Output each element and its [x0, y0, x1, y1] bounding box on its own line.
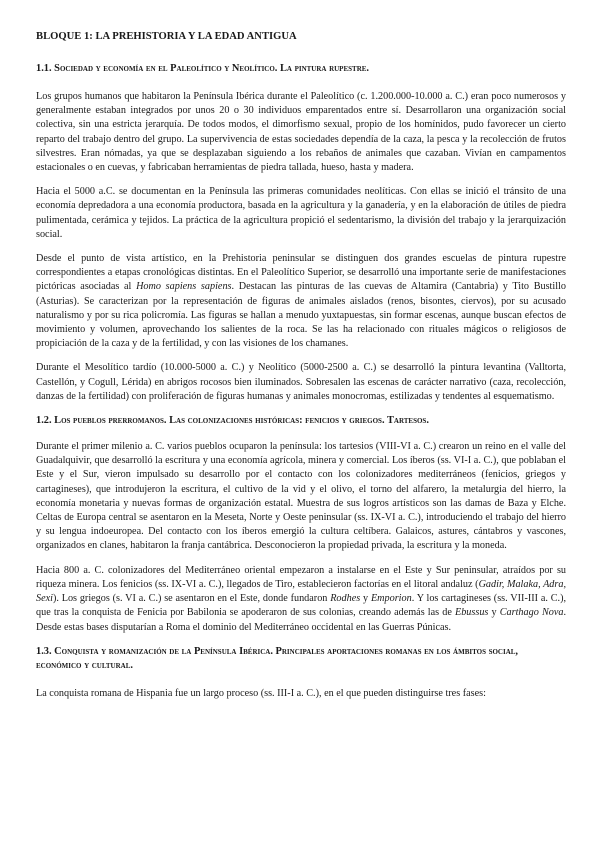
section-heading: 1.2. Los pueblos prerromanos. Las colonizaciones históricas: fenicios y griegos. Tartesos.: [36, 415, 429, 427]
paragraph: Los grupos humanos que habitaron la Península Ibérica durante el Paleolítico (c. 1.200.000-10.000 a. C.) eran poco numerosos y generalmente estaban integrados por unos 20 o 30 individuos emparentados entre sí. Desarrollaron una organización social colectiva, sin una estricta jerarquía. De todos modos, el dimorfismo sexual, propio de los homínidos, pudo favorecer un cierto reparto del trabajo dentro del grupo. La supervivencia de estas sociedades dependía de la caza, la pesca y la recolección de frutos silvestres. Eran nómadas, ya que se desplazaban siguiendo a los rebaños de animales que cazaban. Vivían en campamentos estacionales o en cuevas, y fabricaban herramientas de piedra tallada, hueso, hasta y madera.: [36, 91, 566, 174]
paragraph: Hacia 800 a. C. colonizadores del Mediterráneo oriental empezaron a instalarse en el Este y Sur peninsular, atraídos por su riqueza minera. Los fenicios (ss. IX-VI a. C.), llegados de Tiro, establecieron factorías en el litoral andaluz (Gadir, Malaka, Adra, Sexi). Los griegos (s. VI a. C.) se asentaron en el Este, donde fundaron Rodhes y Emporion. Y los cartagineses (ss. VII-III a. C.), que tras la conquista de Fenicia por Babilonia se apoderaron de sus colonias, creando además las de Ebussus y Carthago Nova. Desde estas bases disputarían a Roma el dominio del Mediterráneo occidental en las Guerras Púnicas.: [36, 564, 567, 633]
section-1-2: [36, 414, 566, 635]
italic-term: Ebussus: [454, 607, 489, 619]
paragraph: Durante el Mesolítico tardío (10.000-5000 a. C.) y Neolítico (5000-2500 a. C.) se desarrolló la pintura levantina (Valltorta, Castellón, y Cogull, Lérida) en abrigos rocosos bien iluminados. Sobresalen las escenas de carácter narrativo (caza, recolección, danzas de la fertilidad) con proliferación de figuras humanas y animales monocromas, estilizadas y tendentes al esquematismo.: [36, 362, 566, 402]
section-1-3: [36, 645, 566, 701]
italic-term: Rodhes: [330, 593, 361, 605]
paragraph: La conquista romana de Hispania fue un largo proceso (ss. III-I a. C.), en el que pueden distinguirse tres fases:: [36, 687, 486, 699]
paragraph: Hacia el 5000 a.C. se documentan en la Península las primeras comunidades neolíticas. Con ellas se inició el tránsito de una economía depredadora a una economía productora, basada en la agricultura y la ganadería, y en la elaboración de útiles de piedra pulimentada, cerámica y tejidos. La práctica de la agricultura propició el sedentarismo, la división del trabajo y la jerarquización social.: [36, 186, 566, 240]
section-heading: 1.3. Conquista y romanización de la Península Ibérica. Principales aportaciones romanas en los ámbitos social, económico y cultural.: [36, 645, 519, 671]
italic-term: Carthago Nova: [499, 607, 564, 619]
document-title: BLOQUE 1: LA PREHISTORIA Y LA EDAD ANTIGUA: [36, 31, 297, 42]
italic-term: Homo sapiens sapiens: [136, 281, 232, 293]
italic-term: Emporion: [370, 593, 412, 605]
italic-term: Gadir, Malaka, Adra, Sexi: [36, 578, 566, 605]
section-heading: 1.1. Sociedad y economía en el Paleolítico y Neolítico. La pintura rupestre.: [36, 63, 370, 74]
paragraph: Desde el punto de vista artístico, en la Prehistoria peninsular se distinguen dos grandes escuelas de pintura rupestre correspondientes a etapas cronológicas distintas. En el Paleolítico Superior, se desarrolló una importante serie de manifestaciones pictóricas asociadas al Homo sapiens sapiens. Destacan las pinturas de las cuevas de Altamira (Cantabria) y Tito Bustillo (Asturias). Se caracterizan por la representación de figuras de animales aislados (renos, bisontes, ciervos), por su acusado naturalismo y por su rica policromía. Las figuras se hallan a menudo yuxtapuestas, sin formar escenas, aunque buscan efectos de movimiento y volumen, aprovechando los salientes de la roca. Se las ha relacionado con rituales mágicos o religiosos de propiciación de la caza y de la fertilidad, y con las visiones de los chamanes.: [36, 253, 566, 350]
paragraph: Durante el primer milenio a. C. varios pueblos ocuparon la península: los tartesios (VIII-VI a. C.) crearon un reino en el valle del Guadalquivir, que desarrolló la escritura y una economía agrícola, minera y comercial. Los íberos (ss. VI-I a. C.), que poblaban el Este y el Sur, vieron impulsado su desarrollo por el contacto con los colonizadores mediterráneos (fenicios, griegos y cartagineses), que introdujeron la escritura, el cultivo de la vid y el olivo, el torno del alfarero, la metalurgia del hierro, la economía monetaria y nuevas formas de organización estatal. Muestra de sus logros artísticos son las damas de Baza y Elche. Celtas de Europa central se asentaron en la Meseta, Norte y Oeste peninsular (ss. IX-VI a. C.), introduciendo el trabajo del hierro y su lengua indoeuropea. Del contacto con los íberos emergió la cultura celtíbera. Galaicos, astures, cántabros y vascones, organizados en clanes, habitaron la franja cantábrica. Desconocieron la propiedad privada, la escritura y la moneda.: [36, 441, 566, 552]
section-1-1: [36, 62, 566, 404]
